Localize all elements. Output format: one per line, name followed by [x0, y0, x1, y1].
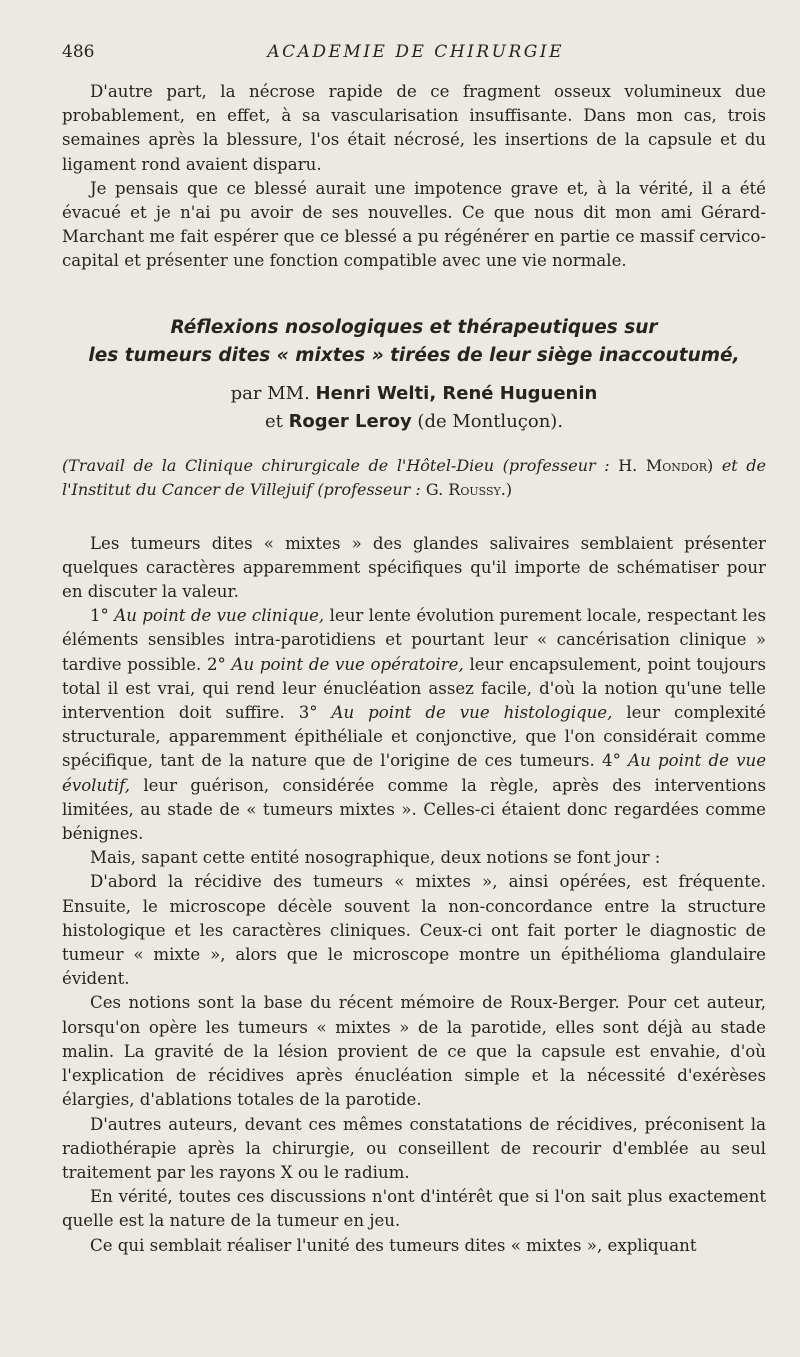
paragraph: Ces notions sont la base du récent mémoire de Roux-Berger. Pour cet auteur, lorsqu'on opère les tumeurs « mixtes » de la parotide, elles sont déjà au stade malin. La gravité de la lésion provient de ce que la capsule est envahie, d'où l'explication de récidives après énucléation simple et la nécessité d'exérèses élargies, d'ablations totales de la parotide.	[62, 993, 766, 1110]
point-heading: Au point de vue clinique,	[114, 606, 325, 626]
point-text: leur complexité structurale, apparemment épithéliale et conjonctive, que l'on considérait comme spécifique, tant de la nature que de l'origine de ces tumeurs.	[62, 703, 766, 771]
article-title-line: Réflexions nosologiques et thérapeutiques sur	[170, 316, 658, 338]
affiliation-name: G. Roussy.)	[425, 479, 513, 499]
point-text: leur encapsulement, point toujours total il est vrai, qui rend leur énucléation assez facile, d'où la notion qu'une telle intervention doit suffire.	[62, 654, 766, 723]
running-header	[62, 42, 764, 62]
page-body	[62, 80, 766, 1258]
point-text: leur lente évolution purement locale, respectant les éléments sensibles intra-parotidiens et pourtant leur « cancérisation clinique » tardive possible.	[62, 606, 766, 674]
point-heading: Au point de vue évolutif,	[62, 751, 767, 795]
paragraph: Ce qui semblait réaliser l'unité des tumeurs dites « mixtes », expliquant	[90, 1235, 697, 1255]
paragraph: D'abord la récidive des tumeurs « mixtes », ainsi opérées, est fréquente. Ensuite, le microscope décèle souvent la non-concordance entre la structure histologique et les caractères cliniques. Ceux-ci ont fait porter le diagnostic de tumeur « mixte », alors que le microscope montre un épithélioma glandulaire évident.	[62, 872, 766, 989]
journal-title: ACADEMIE DE CHIRURGIE	[267, 42, 564, 62]
author-last: Roger Leroy	[288, 410, 412, 432]
point-text: leur guérison, considérée comme la règle, après des interventions limitées, au stade de « tumeurs mixtes ». Celles-ci étaient donc regardées comme bénignes.	[62, 775, 766, 844]
affiliation-name: H. Mondor)	[618, 455, 714, 475]
paragraph: Les tumeurs dites « mixtes » des glandes salivaires semblaient présenter quelques caractères apparemment spécifiques qu'il importe de schématiser pour en discuter la valeur.	[62, 533, 766, 602]
paragraph: Mais, sapant cette entité nosographique, deux notions se font jour :	[90, 848, 661, 868]
affiliation-part: (Travail de la Clinique chirurgicale de l'Hôtel-Dieu (professeur :	[62, 455, 610, 475]
paragraph-points	[62, 604, 766, 846]
article-authors	[62, 380, 766, 436]
paragraph: Je pensais que ce blessé aurait une impotence grave et, à la vérité, il a été évacué et je n'ai pu avoir de ses nouvelles. Ce que nous dit mon ami Gérard-Marchant me fait espérer que ce blessé a pu régénérer en partie ce massif cervico-capital et présenter une fonction compatible avec une vie normale.	[62, 178, 766, 271]
point-heading: Au point de vue histologique,	[331, 703, 613, 723]
point-number: 3°	[298, 703, 318, 723]
authors-suffix: (de Montluçon).	[417, 410, 564, 432]
point-number: 1°	[90, 606, 109, 626]
article-title	[62, 314, 766, 370]
affiliation-note	[62, 454, 766, 502]
article-title-line: les tumeurs dites « mixtes » tirées de leur siège inaccoutumé,	[88, 344, 740, 366]
authors-et: et	[264, 410, 283, 432]
affiliation-part: et de l'Institut du Cancer de Villejuif (professeur :	[62, 455, 767, 499]
page-number: 486	[62, 42, 95, 62]
point-heading: Au point de vue opératoire,	[231, 654, 464, 674]
authors-names: Henri Welti, René Huguenin	[315, 382, 598, 404]
paragraph: En vérité, toutes ces discussions n'ont d'intérêt que si l'on sait plus exactement quelle est la nature de la tumeur en jeu.	[62, 1187, 766, 1231]
paragraph: D'autre part, la nécrose rapide de ce fragment osseux volumineux due probablement, en effet, à sa vascularisation insuffisante. Dans mon cas, trois semaines après la blessure, l'os était nécrosé, les insertions de la capsule et du ligament rond avaient disparu.	[62, 82, 766, 174]
point-number: 2°	[206, 654, 226, 674]
paragraph: D'autres auteurs, devant ces mêmes constatations de récidives, préconisent la radiothérapie après la chirurgie, ou conseillent de recourir d'emblée au seul traitement par les rayons X ou le radium.	[62, 1114, 766, 1182]
point-number: 4°	[602, 751, 621, 771]
authors-prefix: par MM.	[230, 382, 310, 404]
